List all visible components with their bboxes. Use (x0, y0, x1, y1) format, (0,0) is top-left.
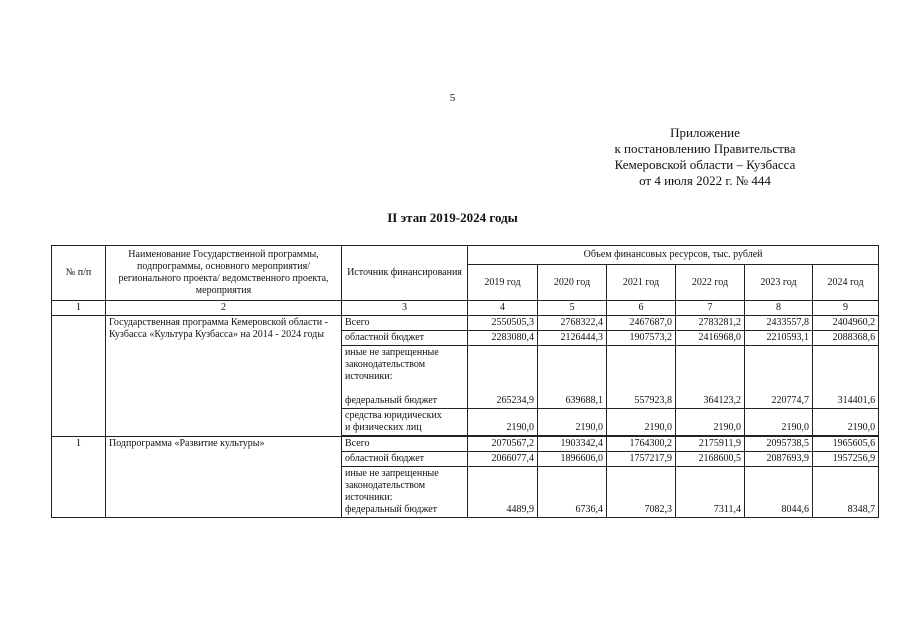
column-number-row (52, 301, 879, 316)
source-label (342, 409, 468, 436)
document-title: II этап 2019-2024 годы (387, 210, 518, 225)
value-cell: 1965605,6 (813, 437, 879, 452)
value-cell: 2126444,3 (538, 331, 607, 346)
header-year: 2023 год (745, 265, 813, 301)
program-name: Подпрограмма «Развитие культуры» (106, 437, 342, 518)
value-cell: 2768322,4 (538, 316, 607, 331)
value-cell: 2283080,4 (468, 331, 538, 346)
source-label: Всего (342, 316, 468, 331)
value-cell: 220774,7 (745, 346, 813, 409)
header-year: 2021 год (607, 265, 676, 301)
value-cell: 2433557,8 (745, 316, 813, 331)
value-cell: 265234,9 (468, 346, 538, 409)
value-cell: 2087693,9 (745, 452, 813, 467)
value-cell: 2168600,5 (676, 452, 745, 467)
header-num: № п/п (52, 246, 106, 301)
value-cell: 2070567,2 (468, 437, 538, 452)
header-year: 2019 год (468, 265, 538, 301)
column-number: 5 (538, 301, 607, 316)
value-cell: 1957256,9 (813, 452, 879, 467)
appendix-block (560, 125, 850, 189)
value-cell: 639688,1 (538, 346, 607, 409)
source-other-label: иные не запрещенные законодательством источники: (345, 347, 439, 382)
value-cell: 2404960,2 (813, 316, 879, 331)
value-cell: 2210593,1 (745, 331, 813, 346)
header-year: 2020 год (538, 265, 607, 301)
value-cell: 8044,6 (745, 467, 813, 518)
value-cell: 2190,0 (813, 409, 879, 436)
value-cell: 2190,0 (607, 409, 676, 436)
value-cell: 1896606,0 (538, 452, 607, 467)
source-label: областной бюджет (342, 331, 468, 346)
value-cell: 2467687,0 (607, 316, 676, 331)
column-number: 9 (813, 301, 879, 316)
value-cell: 557923,8 (607, 346, 676, 409)
value-cell: 1903342,4 (538, 437, 607, 452)
source-legal-line: и физических лиц (345, 422, 422, 433)
value-cell: 8348,7 (813, 467, 879, 518)
value-cell: 2416968,0 (676, 331, 745, 346)
table-row (52, 316, 879, 331)
appendix-line: Кемеровской области – Кузбасса (614, 157, 796, 172)
header-source: Источник финансирования (342, 246, 468, 301)
value-cell: 4489,9 (468, 467, 538, 518)
source-other-label: иные не запрещенные законодательством источники: (345, 468, 439, 503)
header-volume: Объем финансовых ресурсов, тыс. рублей (468, 246, 879, 265)
value-cell: 1757217,9 (607, 452, 676, 467)
column-number: 7 (676, 301, 745, 316)
value-cell: 2088368,6 (813, 331, 879, 346)
row-num (52, 316, 106, 437)
value-cell: 2066077,4 (468, 452, 538, 467)
source-label: Всего (342, 437, 468, 452)
source-federal-label: федеральный бюджет (345, 504, 438, 515)
source-legal-line: средства юридических (345, 410, 442, 421)
source-federal-label: федеральный бюджет (345, 395, 438, 406)
row-num: 1 (52, 437, 106, 518)
value-cell: 2190,0 (676, 409, 745, 436)
value-cell: 364123,2 (676, 346, 745, 409)
value-cell: 2095738,5 (745, 437, 813, 452)
column-number: 6 (607, 301, 676, 316)
column-number: 1 (52, 301, 106, 316)
value-cell: 7311,4 (676, 467, 745, 518)
financing-table (51, 245, 879, 518)
source-label: областной бюджет (342, 452, 468, 467)
value-cell: 314401,6 (813, 346, 879, 409)
value-cell: 1764300,2 (607, 437, 676, 452)
value-cell: 7082,3 (607, 467, 676, 518)
value-cell: 2190,0 (538, 409, 607, 436)
value-cell: 2190,0 (468, 409, 538, 436)
header-name: Наименование Государственной программы, подпрограммы, основного мероприятия/регионального проекта/ ведомственного проекта, мероприятия (106, 246, 342, 301)
page-number: 5 (449, 92, 456, 104)
column-number: 4 (468, 301, 538, 316)
source-label (342, 467, 468, 518)
appendix-line: от 4 июля 2022 г. № 444 (639, 173, 771, 188)
value-cell: 2550505,3 (468, 316, 538, 331)
appendix-line: Приложение (670, 125, 740, 140)
column-number: 3 (342, 301, 468, 316)
value-cell: 1907573,2 (607, 331, 676, 346)
appendix-line: к постановлению Правительства (614, 141, 796, 156)
program-name: Государственная программа Кемеровской области - Кузбасса «Культура Кузбасса» на 2014 - 2024 годы (106, 316, 342, 437)
value-cell: 2175911,9 (676, 437, 745, 452)
header-year: 2022 год (676, 265, 745, 301)
value-cell: 2783281,2 (676, 316, 745, 331)
column-number: 2 (106, 301, 342, 316)
value-cell: 2190,0 (745, 409, 813, 436)
table-row (52, 437, 879, 452)
source-label (342, 346, 468, 409)
value-cell: 6736,4 (538, 467, 607, 518)
column-number: 8 (745, 301, 813, 316)
header-year: 2024 год (813, 265, 879, 301)
